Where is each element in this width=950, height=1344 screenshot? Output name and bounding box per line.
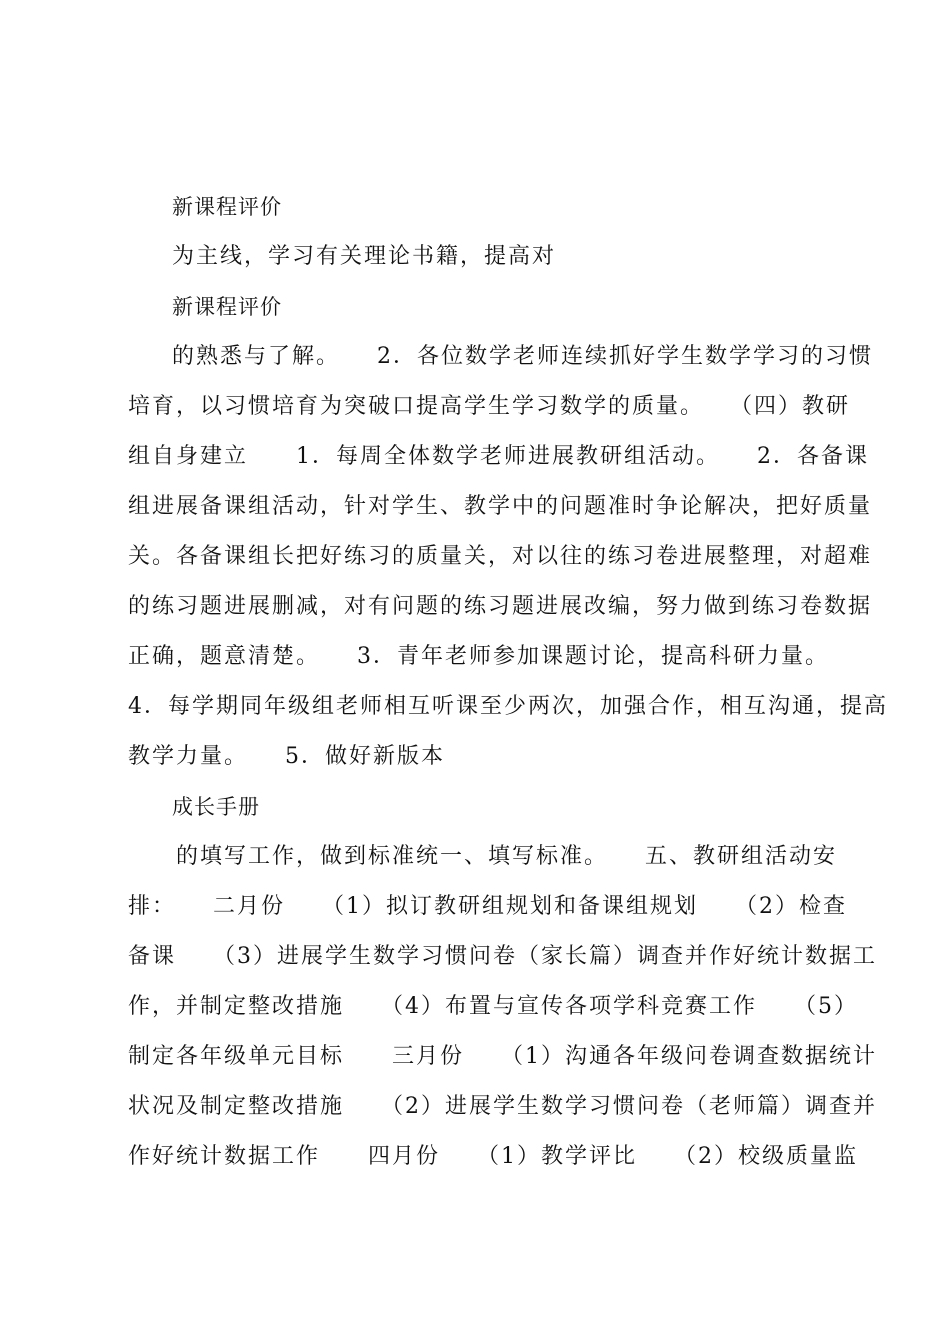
text-line-2: 为主线，学习有关理论书籍，提高对 [172,244,557,269]
text-line-7: 组进展备课组活动，针对学生、教学中的问题准时争论解决，把好质量 [128,494,873,519]
text-line-14: 的填写工作，做到标准统一、填写标准。 五、教研组活动安 [176,844,838,869]
text-line-15: 排： 二月份 （1）拟订教研组规划和备课组规划 （2）检查 [128,894,847,919]
text-line-13: 成长手册 [172,795,260,819]
text-line-11: 4．每学期同年级组老师相互听课至少两次，加强合作，相互沟通，提高 [128,694,888,719]
text-line-5: 培育，以习惯培育为突破口提高学生学习数学的质量。 （四）教研 [128,394,851,419]
text-line-1: 新课程评价 [172,195,282,219]
text-line-18: 制定各年级单元目标 三月份 （1）沟通各年级问卷调查数据统计 [128,1044,877,1069]
text-line-4: 的熟悉与了解。 2．各位数学老师连续抓好学生数学学习的习惯 [172,344,873,369]
text-line-10: 正确，题意清楚。 3．青年老师参加课题讨论，提高科研力量。 [128,644,829,669]
text-line-17: 作，并制定整改措施 （4）布置与宣传各项学科竞赛工作 （5） [128,994,858,1019]
text-line-8: 关。各备课组长把好练习的质量关，对以往的练习卷进展整理，对超难 [128,544,873,569]
text-line-19: 状况及制定整改措施 （2）进展学生数学习惯问卷（老师篇）调查并 [128,1094,877,1119]
text-line-16: 备课 （3）进展学生数学习惯问卷（家长篇）调查并作好统计数据工 [128,944,877,969]
text-line-3: 新课程评价 [172,295,282,319]
text-line-12: 教学力量。 5．做好新版本 [128,744,445,769]
text-line-6: 组自身建立 1．每周全体数学老师进展教研组活动。 2．各备课 [128,444,869,469]
text-line-20: 作好统计数据工作 四月份 （1）教学评比 （2）校级质量监 [128,1144,858,1169]
text-line-9: 的练习题进展删减，对有问题的练习题进展改编，努力做到练习卷数据 [128,594,873,619]
